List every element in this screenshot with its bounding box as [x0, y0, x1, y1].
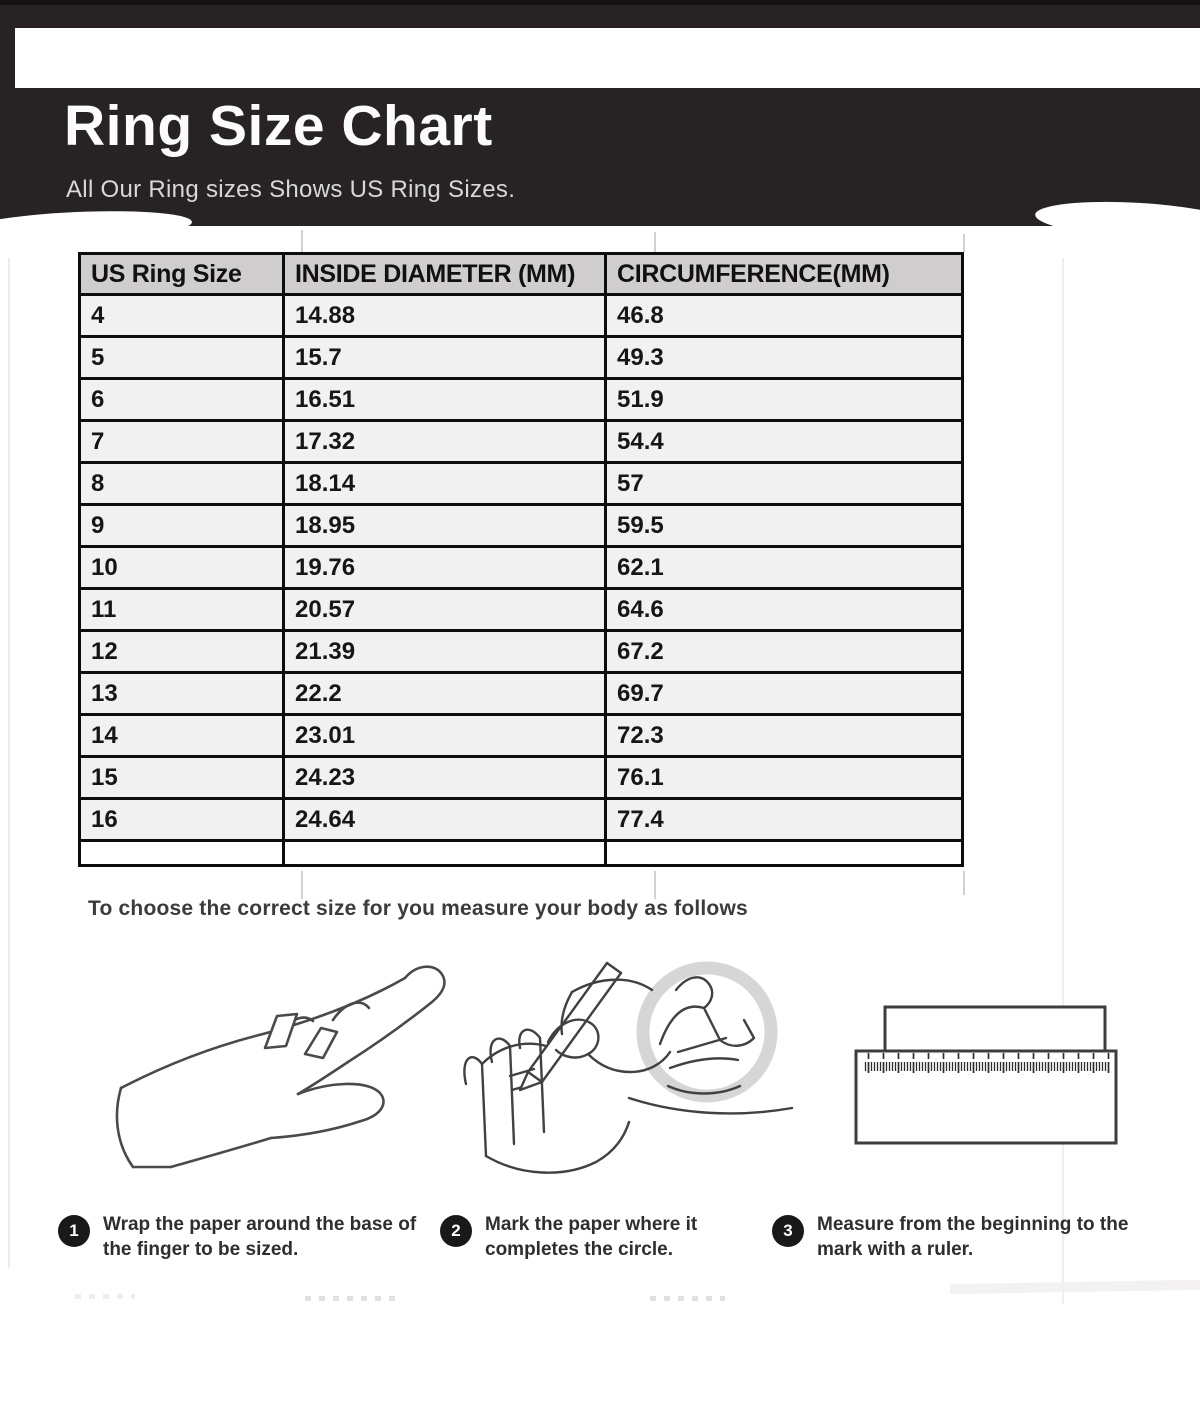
page-title: Ring Size Chart — [64, 94, 493, 158]
step-2-number-badge: 2 — [440, 1215, 472, 1247]
table-cell: 12 — [80, 631, 284, 673]
step-3 — [772, 1212, 1152, 1262]
paper-strip — [885, 1007, 1105, 1053]
column-header-inside-diameter: INSIDE DIAMETER (MM) — [284, 254, 606, 295]
table-cell: 76.1 — [606, 757, 963, 799]
table-cell: 10 — [80, 547, 284, 589]
table-row — [80, 421, 963, 463]
step-2 — [440, 1212, 770, 1262]
table-cell: 14.88 — [284, 295, 606, 337]
ruler-ticks — [864, 1053, 1110, 1073]
step-3-number-badge: 3 — [772, 1215, 804, 1247]
step-1 — [58, 1212, 458, 1262]
table-cell: 49.3 — [606, 337, 963, 379]
step-3-text: Measure from the beginning to the mark with a ruler. — [817, 1214, 1129, 1261]
scan-artifact-smudge — [650, 1296, 725, 1301]
instructions-intro: To choose the correct size for you measure your body as follows — [88, 897, 748, 920]
table-cell: 18.14 — [284, 463, 606, 505]
table-row — [80, 673, 963, 715]
table-cell: 18.95 — [284, 505, 606, 547]
table-cell: 9 — [80, 505, 284, 547]
table-cell: 54.4 — [606, 421, 963, 463]
table-row — [80, 379, 963, 421]
scan-artifact-line — [301, 230, 303, 252]
table-cell: 24.23 — [284, 757, 606, 799]
table-cell: 62.1 — [606, 547, 963, 589]
scan-artifact-line — [963, 871, 965, 895]
table-cell: 17.32 — [284, 421, 606, 463]
table-cell: 57 — [606, 463, 963, 505]
table-row — [80, 547, 963, 589]
table-cell: 21.39 — [284, 631, 606, 673]
table-cell: 16.51 — [284, 379, 606, 421]
table-cell — [606, 841, 963, 866]
table-cell: 46.8 — [606, 295, 963, 337]
table-cell: 5 — [80, 337, 284, 379]
table-cell: 19.76 — [284, 547, 606, 589]
table-cell — [80, 841, 284, 866]
table-cell: 6 — [80, 379, 284, 421]
table-row-empty — [80, 841, 963, 866]
scan-artifact-line — [654, 232, 656, 252]
scan-artifact-smudge — [75, 1294, 135, 1299]
table-cell: 15.7 — [284, 337, 606, 379]
scan-artifact-line — [8, 258, 10, 1268]
table-cell: 11 — [80, 589, 284, 631]
table-row — [80, 757, 963, 799]
header-top-edge — [0, 0, 1200, 5]
table-cell: 59.5 — [606, 505, 963, 547]
step-1-number-badge: 1 — [58, 1215, 90, 1247]
table-cell: 20.57 — [284, 589, 606, 631]
magnifier-circle — [643, 968, 771, 1096]
table-cell: 22.2 — [284, 673, 606, 715]
step-2-text: Mark the paper where it completes the circle. — [485, 1214, 698, 1261]
page-subtitle: All Our Ring sizes Shows US Ring Sizes. — [66, 176, 516, 203]
table-cell: 7 — [80, 421, 284, 463]
table-cell: 64.6 — [606, 589, 963, 631]
table-row — [80, 505, 963, 547]
header-white-strip — [15, 28, 1200, 88]
table-header-row — [80, 254, 963, 295]
table-cell: 24.64 — [284, 799, 606, 841]
scan-artifact-line — [963, 234, 965, 252]
hand-paper-illustration — [105, 956, 483, 1194]
table-cell: 51.9 — [606, 379, 963, 421]
table-cell: 13 — [80, 673, 284, 715]
table-row — [80, 295, 963, 337]
table-row — [80, 463, 963, 505]
table-cell: 67.2 — [606, 631, 963, 673]
table-cell: 4 — [80, 295, 284, 337]
table-cell: 77.4 — [606, 799, 963, 841]
table-cell: 15 — [80, 757, 284, 799]
table-cell: 23.01 — [284, 715, 606, 757]
table-cell: 14 — [80, 715, 284, 757]
step-1-text: Wrap the paper around the base of the finger to be sized. — [103, 1214, 417, 1261]
table-row — [80, 337, 963, 379]
column-header-us-ring-size: US Ring Size — [80, 254, 284, 295]
table-row — [80, 589, 963, 631]
table-row — [80, 631, 963, 673]
table-cell — [284, 841, 606, 866]
column-header-circumference: CIRCUMFERENCE(MM) — [606, 254, 963, 295]
ruler-illustration — [852, 1002, 1137, 1154]
scan-artifact-line — [301, 871, 303, 899]
scan-artifact-smudge — [305, 1296, 400, 1301]
ring-size-table — [78, 252, 964, 867]
table-cell: 16 — [80, 799, 284, 841]
scan-artifact-line — [654, 871, 656, 899]
table-cell: 8 — [80, 463, 284, 505]
table-cell: 72.3 — [606, 715, 963, 757]
table-cell: 69.7 — [606, 673, 963, 715]
scan-artifact-smudge — [950, 1280, 1200, 1294]
header-band — [0, 0, 1200, 226]
table-row — [80, 799, 963, 841]
table-row — [80, 715, 963, 757]
pencil-mark-illustration — [448, 948, 806, 1203]
